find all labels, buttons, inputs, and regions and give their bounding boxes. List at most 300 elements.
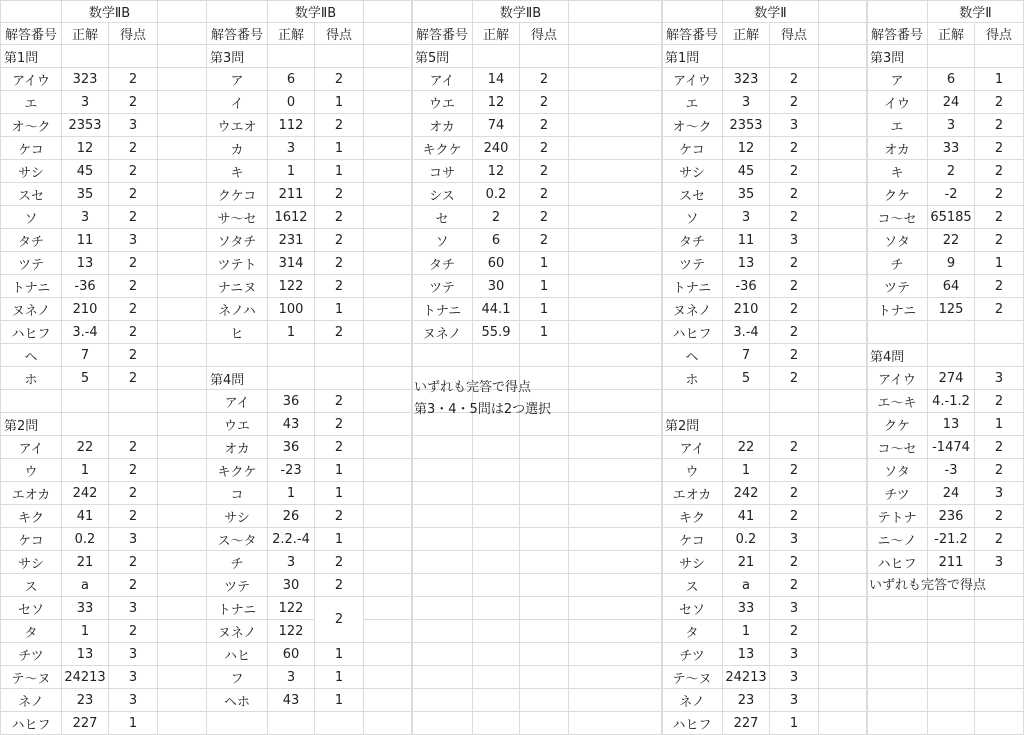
answer-number-cell: ネノ <box>662 689 723 712</box>
correct-answer-cell: 30 <box>473 275 520 298</box>
empty-cell <box>473 528 520 551</box>
correct-answer-cell: 242 <box>62 482 109 505</box>
empty-cell <box>473 620 520 643</box>
empty-cell <box>867 712 928 735</box>
table-row <box>1 183 207 206</box>
answer-number-cell: オカ <box>412 114 473 137</box>
answer-number-cell: トナニ <box>1 275 62 298</box>
empty-cell <box>315 344 364 367</box>
section-label: 第2問 <box>662 413 723 436</box>
correct-answer-cell: 6 <box>268 68 315 91</box>
correct-answer-cell: 64 <box>928 275 975 298</box>
correct-answer-cell: 3 <box>62 206 109 229</box>
table-row <box>662 252 868 275</box>
empty-cell <box>520 643 569 666</box>
empty-cell <box>975 45 1024 68</box>
points-cell: 3 <box>975 482 1024 505</box>
empty-cell <box>412 666 473 689</box>
answer-number-cell: イ <box>207 91 268 114</box>
points-cell: 3 <box>770 666 819 689</box>
points-cell: 2 <box>109 160 158 183</box>
answer-number-cell: タチ <box>412 252 473 275</box>
points-cell: 2 <box>770 574 819 597</box>
empty-cell <box>569 413 663 436</box>
answer-number-cell: キク <box>1 505 62 528</box>
empty-cell <box>364 689 413 712</box>
correct-answer-cell: -21.2 <box>928 528 975 551</box>
empty-cell <box>412 551 473 574</box>
empty-cell <box>569 229 663 252</box>
points-cell: 3 <box>770 229 819 252</box>
answer-number-cell: アイウ <box>662 68 723 91</box>
empty-cell <box>412 344 473 367</box>
empty-cell <box>520 712 569 735</box>
correct-answer-cell: 231 <box>268 229 315 252</box>
empty-cell <box>569 390 663 413</box>
empty-cell <box>158 459 207 482</box>
empty-cell <box>520 436 569 459</box>
points-cell: 2 <box>770 620 819 643</box>
empty-cell <box>928 712 975 735</box>
answer-number-cell: アイ <box>1 436 62 459</box>
correct-answer-cell: 13 <box>723 252 770 275</box>
empty-cell <box>62 413 109 436</box>
correct-answer-cell: -36 <box>62 275 109 298</box>
empty-cell <box>819 643 868 666</box>
empty-cell <box>364 206 413 229</box>
table-row <box>207 252 413 275</box>
table-row <box>1 574 207 597</box>
points-cell: 2 <box>975 298 1024 321</box>
table-row <box>662 436 868 459</box>
answer-number-cell: ツテ <box>1 252 62 275</box>
answer-number-cell: イウ <box>867 91 928 114</box>
empty-cell <box>928 689 975 712</box>
table-row <box>1 367 207 390</box>
section-label-row <box>1 413 207 436</box>
answer-number-cell: ケコ <box>662 528 723 551</box>
points-cell: 2 <box>975 137 1024 160</box>
points-cell: 2 <box>109 183 158 206</box>
empty-cell <box>207 1 268 23</box>
empty-cell <box>569 482 663 505</box>
points-cell: 2 <box>109 574 158 597</box>
empty-cell <box>158 413 207 436</box>
correct-answer-cell: 12 <box>473 160 520 183</box>
correct-answer-cell: 2353 <box>62 114 109 137</box>
empty-cell <box>569 321 663 344</box>
points-cell: 2 <box>975 459 1024 482</box>
correct-answer-cell: 227 <box>723 712 770 735</box>
empty-cell <box>569 551 663 574</box>
correct-answer-cell: 11 <box>62 229 109 252</box>
empty-cell <box>928 344 975 367</box>
table-row <box>207 574 413 597</box>
answer-number-cell: キ <box>207 160 268 183</box>
correct-answer-cell: 7 <box>62 344 109 367</box>
points-cell: 2 <box>770 436 819 459</box>
empty-cell <box>158 183 207 206</box>
correct-answer-cell: 236 <box>928 505 975 528</box>
table-row <box>662 643 868 666</box>
empty-cell <box>207 712 268 735</box>
empty-cell <box>412 459 473 482</box>
answer-table-math2-q3-q4 <box>866 0 1024 735</box>
correct-answer-cell: 1 <box>62 620 109 643</box>
points-cell: 2 <box>315 275 364 298</box>
answer-number-cell: チツ <box>867 482 928 505</box>
empty-cell <box>520 459 569 482</box>
empty-cell <box>364 252 413 275</box>
empty-cell <box>364 367 413 390</box>
points-cell: 2 <box>770 160 819 183</box>
correct-answer-cell: 13 <box>62 643 109 666</box>
points-cell: 2 <box>975 528 1024 551</box>
blank-row <box>412 643 663 666</box>
correct-answer-cell: 24213 <box>723 666 770 689</box>
correct-answer-cell: 33 <box>928 137 975 160</box>
table-title: 数学Ⅱ <box>723 1 819 23</box>
section-label: 第4問 <box>867 344 928 367</box>
points-cell: 2 <box>770 344 819 367</box>
points-cell: 3 <box>109 114 158 137</box>
empty-cell <box>569 528 663 551</box>
answer-number-cell: ハヒフ <box>1 321 62 344</box>
empty-cell <box>569 1 663 23</box>
table-row <box>867 206 1024 229</box>
empty-cell <box>819 298 868 321</box>
empty-cell <box>158 137 207 160</box>
table-title-row <box>412 1 663 23</box>
points-cell: 2 <box>109 321 158 344</box>
answer-number-cell: セソ <box>662 597 723 620</box>
points-cell: 1 <box>975 68 1024 91</box>
empty-cell <box>770 413 819 436</box>
table-row <box>662 505 868 528</box>
empty-cell <box>819 551 868 574</box>
empty-cell <box>473 712 520 735</box>
correct-answer-cell: 6 <box>473 229 520 252</box>
correct-answer-cell: 13 <box>62 252 109 275</box>
table-row <box>1 275 207 298</box>
empty-cell <box>819 91 868 114</box>
correct-answer-cell: 3 <box>268 551 315 574</box>
points-cell: 2 <box>770 551 819 574</box>
correct-answer-cell: 210 <box>723 298 770 321</box>
empty-cell <box>975 689 1024 712</box>
answer-number-cell: ソタ <box>867 459 928 482</box>
answer-number-cell: ケコ <box>1 137 62 160</box>
spacer-row <box>207 344 413 367</box>
answer-number-cell: テトナ <box>867 505 928 528</box>
empty-cell <box>412 620 473 643</box>
empty-cell <box>315 45 364 68</box>
answer-number-cell: アイ <box>207 390 268 413</box>
correct-answer-cell: 3 <box>268 137 315 160</box>
answer-number-cell: サシ <box>207 505 268 528</box>
correct-answer-cell: 240 <box>473 137 520 160</box>
empty-cell <box>158 160 207 183</box>
spacer-row <box>1 390 207 413</box>
empty-cell <box>364 68 413 91</box>
points-cell: 2 <box>109 298 158 321</box>
empty-cell <box>473 574 520 597</box>
points-cell: 1 <box>975 413 1024 436</box>
empty-cell <box>412 436 473 459</box>
correct-answer-cell: 11 <box>723 229 770 252</box>
correct-answer-cell: 2 <box>473 206 520 229</box>
empty-cell <box>364 45 413 68</box>
correct-answer-cell: 12 <box>473 91 520 114</box>
table-row <box>867 91 1024 114</box>
correct-answer-cell: 5 <box>723 367 770 390</box>
table-row <box>1 643 207 666</box>
empty-cell <box>109 45 158 68</box>
empty-cell <box>158 666 207 689</box>
answer-table-math2b-q1-q2 <box>0 0 207 735</box>
points-header: 得点 <box>770 23 819 45</box>
empty-cell <box>819 528 868 551</box>
empty-cell <box>109 413 158 436</box>
empty-cell <box>569 689 663 712</box>
correct-answer-cell: 3 <box>928 114 975 137</box>
empty-cell <box>412 482 473 505</box>
correct-answer-cell: -2 <box>928 183 975 206</box>
answer-number-cell: ヌネノ <box>1 298 62 321</box>
empty-cell <box>364 551 413 574</box>
section-label: 第4問 <box>207 367 268 390</box>
points-cell: 2 <box>770 482 819 505</box>
empty-cell <box>364 275 413 298</box>
answer-number-cell: タ <box>1 620 62 643</box>
answer-number-cell: オカ <box>207 436 268 459</box>
section-label-row <box>867 344 1024 367</box>
points-cell: 2 <box>315 229 364 252</box>
correct-answer-cell: 35 <box>723 183 770 206</box>
empty-cell <box>819 413 868 436</box>
table-row <box>412 68 663 91</box>
empty-cell <box>364 344 413 367</box>
table-row <box>207 459 413 482</box>
correct-answer-cell: 26 <box>268 505 315 528</box>
table-row <box>1 482 207 505</box>
blank-row <box>412 597 663 620</box>
table-row <box>207 275 413 298</box>
points-cell: 2 <box>109 137 158 160</box>
correct-answer-cell: 22 <box>62 436 109 459</box>
empty-cell <box>770 45 819 68</box>
points-cell: 2 <box>520 160 569 183</box>
empty-cell <box>819 275 868 298</box>
points-cell: 1 <box>315 160 364 183</box>
empty-cell <box>867 689 928 712</box>
correct-answer-cell: 55.9 <box>473 321 520 344</box>
points-cell: 2 <box>975 91 1024 114</box>
answer-number-cell: ツテ <box>412 275 473 298</box>
empty-cell <box>364 597 413 620</box>
points-cell: 2 <box>315 413 364 436</box>
points-cell: 1 <box>315 689 364 712</box>
empty-cell <box>819 344 868 367</box>
blank-row <box>867 689 1024 712</box>
empty-cell <box>867 321 928 344</box>
empty-cell <box>1 390 62 413</box>
correct-answer-cell: 1 <box>268 160 315 183</box>
table-row <box>1 551 207 574</box>
empty-cell <box>364 712 413 735</box>
table-row <box>867 68 1024 91</box>
section-label-row <box>207 45 413 68</box>
table-row <box>662 275 868 298</box>
correct-answer-cell: 0.2 <box>723 528 770 551</box>
empty-cell <box>158 620 207 643</box>
blank-row <box>412 528 663 551</box>
table-row <box>662 459 868 482</box>
points-cell: 2 <box>975 390 1024 413</box>
empty-cell <box>1 1 62 23</box>
answer-number-cell: セソ <box>1 597 62 620</box>
empty-cell <box>770 390 819 413</box>
answer-number-cell: タチ <box>662 229 723 252</box>
empty-cell <box>412 574 473 597</box>
points-cell: 1 <box>315 137 364 160</box>
points-header: 得点 <box>315 23 364 45</box>
answer-number-cell: ハヒフ <box>662 321 723 344</box>
section-label: 第2問 <box>1 413 62 436</box>
answer-number-cell: オ～ク <box>662 114 723 137</box>
empty-cell <box>569 436 663 459</box>
table-title: 数学Ⅱ <box>928 1 1024 23</box>
points-cell: 3 <box>770 689 819 712</box>
empty-cell <box>520 597 569 620</box>
empty-cell <box>268 344 315 367</box>
correct-answer-cell: 112 <box>268 114 315 137</box>
empty-cell <box>975 712 1024 735</box>
answer-number-cell: トナニ <box>207 597 268 620</box>
empty-cell <box>364 666 413 689</box>
empty-cell <box>520 505 569 528</box>
footnote: いずれも完答で得点 <box>414 376 531 395</box>
correct-answer-cell: 35 <box>62 183 109 206</box>
table-row <box>207 436 413 459</box>
empty-cell <box>520 620 569 643</box>
points-cell: 2 <box>770 298 819 321</box>
answer-table <box>0 0 207 735</box>
blank-row <box>867 597 1024 620</box>
points-cell: 2 <box>109 436 158 459</box>
points-cell: 1 <box>315 91 364 114</box>
points-cell: 2 <box>770 367 819 390</box>
empty-cell <box>364 482 413 505</box>
table-row <box>1 436 207 459</box>
correct-answer-cell: 44.1 <box>473 298 520 321</box>
correct-answer-cell: 23 <box>62 689 109 712</box>
answer-number-header: 解答番号 <box>412 23 473 45</box>
points-cell: 2 <box>109 505 158 528</box>
answer-number-cell: エ <box>867 114 928 137</box>
answer-number-cell: ツテト <box>207 252 268 275</box>
answer-number-cell: アイウ <box>1 68 62 91</box>
empty-cell <box>364 298 413 321</box>
answer-number-cell: アイ <box>662 436 723 459</box>
points-cell: 1 <box>109 712 158 735</box>
empty-cell <box>158 1 207 23</box>
table-row <box>867 436 1024 459</box>
answer-number-cell: ヌネノ <box>412 321 473 344</box>
answer-number-cell: エ <box>1 91 62 114</box>
table-title-row <box>662 1 868 23</box>
correct-answer-cell: 14 <box>473 68 520 91</box>
section-label: 第1問 <box>662 45 723 68</box>
answer-number-cell: ヘ <box>662 344 723 367</box>
points-cell: 2 <box>770 68 819 91</box>
points-cell: 1 <box>520 321 569 344</box>
answer-number-cell: ソ <box>412 229 473 252</box>
answer-number-cell: ヒ <box>207 321 268 344</box>
empty-cell <box>364 91 413 114</box>
table-row <box>1 689 207 712</box>
table-row <box>662 712 868 735</box>
section-label-row <box>662 413 868 436</box>
points-cell: 2 <box>975 275 1024 298</box>
empty-cell <box>158 68 207 91</box>
empty-cell <box>364 459 413 482</box>
empty-cell <box>975 620 1024 643</box>
table-row <box>207 321 413 344</box>
answer-number-cell: ホ <box>662 367 723 390</box>
empty-cell <box>364 321 413 344</box>
empty-cell <box>819 45 868 68</box>
empty-cell <box>819 252 868 275</box>
table-row <box>662 528 868 551</box>
empty-cell <box>569 183 663 206</box>
answer-number-cell: クケ <box>867 413 928 436</box>
points-cell: 2 <box>975 436 1024 459</box>
points-cell: 3 <box>975 367 1024 390</box>
empty-cell <box>520 528 569 551</box>
answer-number-cell: ソ <box>662 206 723 229</box>
answer-number-cell: ウ <box>1 459 62 482</box>
points-cell: 3 <box>109 597 158 620</box>
table-row <box>867 390 1024 413</box>
answer-number-cell: ヌネノ <box>207 620 268 643</box>
empty-cell <box>819 620 868 643</box>
blank-row <box>867 666 1024 689</box>
correct-answer-cell: 65185 <box>928 206 975 229</box>
answer-number-cell: サシ <box>1 551 62 574</box>
points-cell: 2 <box>520 91 569 114</box>
correct-answer-header: 正解 <box>268 23 315 45</box>
empty-cell <box>412 528 473 551</box>
empty-cell <box>975 344 1024 367</box>
empty-cell <box>364 436 413 459</box>
empty-cell <box>268 712 315 735</box>
correct-answer-cell: 12 <box>62 137 109 160</box>
table-row <box>662 114 868 137</box>
correct-answer-cell: 45 <box>62 160 109 183</box>
answer-number-cell: ス <box>1 574 62 597</box>
points-cell: 2 <box>109 275 158 298</box>
table-row <box>1 712 207 735</box>
table-row <box>207 137 413 160</box>
empty-cell <box>364 23 413 45</box>
empty-cell <box>569 505 663 528</box>
answer-number-cell: セ <box>412 206 473 229</box>
empty-cell <box>109 390 158 413</box>
correct-answer-cell: 211 <box>268 183 315 206</box>
table-row <box>412 137 663 160</box>
correct-answer-cell: 24 <box>928 91 975 114</box>
